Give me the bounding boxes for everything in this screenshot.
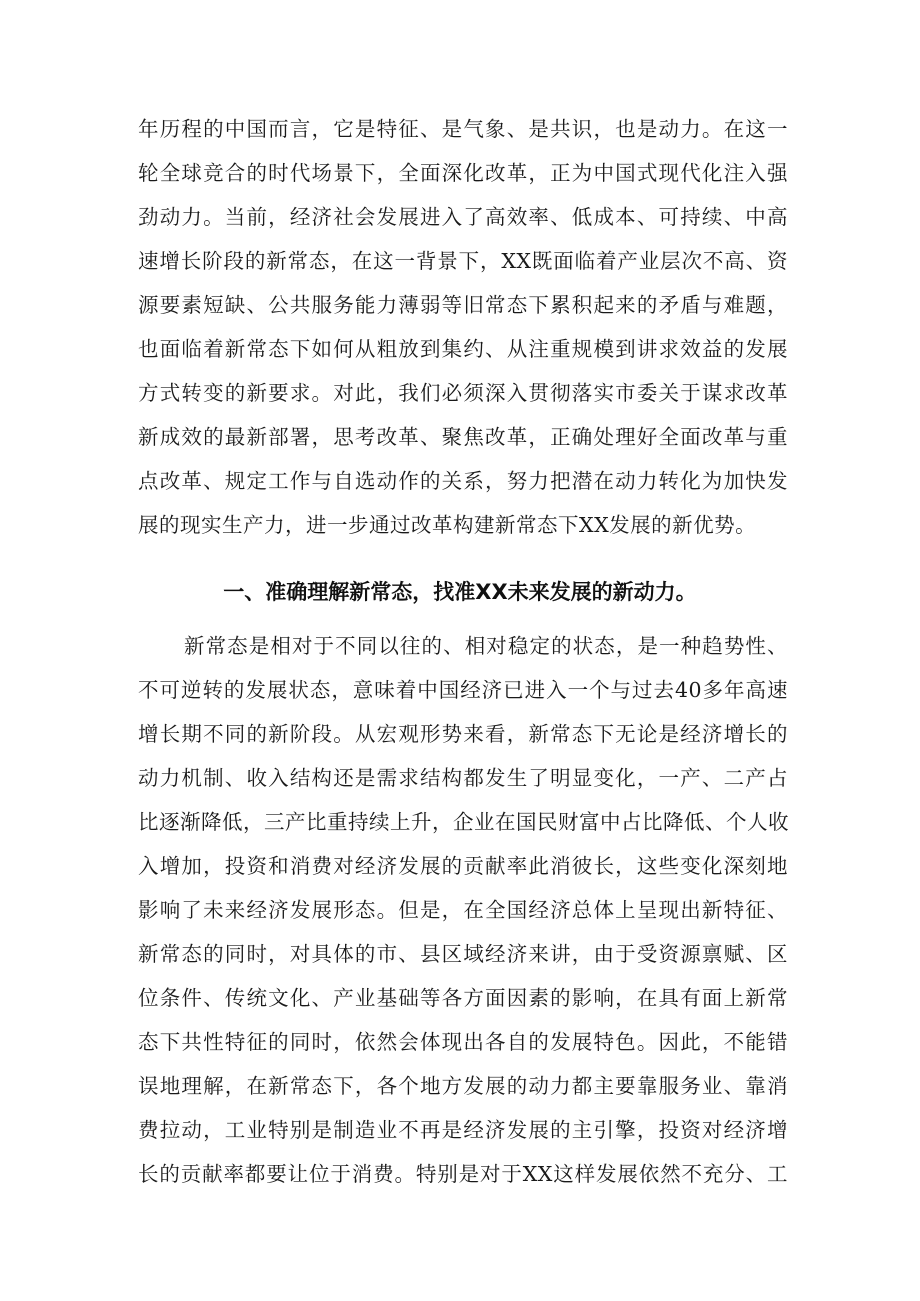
paragraph2-line-9: 位条件、传统文化、产业基础等各方面因素的影响，在具有面上新常 (138, 986, 788, 1010)
paragraph1-line-9: 点改革、规定工作与自选动作的关系，努力把潜在动力转化为加快发 (138, 469, 788, 493)
paragraph2-line-6: 入增加，投资和消费对经济发展的贡献率此消彼长，这些变化深刻地 (138, 854, 788, 878)
paragraph2-line-2: 不可逆转的发展状态，意味着中国经济已进入一个与过去40多年高速 (138, 678, 788, 702)
paragraph2-line-4: 动力机制、收入结构还是需求结构都发生了明显变化，一产、二产占 (138, 766, 788, 790)
paragraph1-line-7: 方式转变的新要求。对此，我们必须深入贯彻落实市委关于谋求改革 (138, 381, 788, 405)
paragraph2-line-3: 增长期不同的新阶段。从宏观形势来看，新常态下无论是经济增长的 (138, 722, 788, 746)
paragraph2-line-10: 态下共性特征的同时，依然会体现出各自的发展特色。因此，不能错 (138, 1030, 788, 1054)
paragraph1-line-10: 展的现实生产力，进一步通过改革构建新常态下XX发展的新优势。 (138, 513, 757, 537)
paragraph1-line-1: 年历程的中国而言，它是特征、是气象、是共识，也是动力。在这一 (138, 117, 788, 141)
paragraph1-line-4: 速增长阶段的新常态，在这一背景下，XX既面临着产业层次不高、资 (138, 249, 788, 273)
paragraph1-line-3: 劲动力。当前，经济社会发展进入了高效率、低成本、可持续、中高 (138, 205, 788, 229)
paragraph1-line-6: 也面临着新常态下如何从粗放到集约、从注重规模到讲求效益的发展 (138, 337, 788, 361)
paragraph1-line-5: 源要素短缺、公共服务能力薄弱等旧常态下累积起来的矛盾与难题， (138, 293, 788, 317)
paragraph2-line-8: 新常态的同时，对具体的市、县区域经济来讲，由于受资源禀赋、区 (138, 942, 788, 966)
paragraph1-line-2: 轮全球竞合的时代场景下，全面深化改革，正为中国式现代化注入强 (138, 161, 788, 185)
paragraph2-line-1: 新常态是相对于不同以往的、相对稳定的状态，是一种趋势性、 (184, 634, 788, 658)
paragraph2-line-11: 误地理解，在新常态下，各个地方发展的动力都主要靠服务业、靠消 (138, 1074, 788, 1098)
paragraph2-line-5: 比逐渐降低，三产比重持续上升，企业在国民财富中占比降低、个人收 (138, 810, 789, 834)
section-heading: 一、准确理解新常态，找准XX未来发展的新动力。 (223, 580, 697, 604)
paragraph2-line-12: 费拉动，工业特别是制造业不再是经济发展的主引擎，投资对经济增 (138, 1118, 788, 1142)
paragraph1-line-8: 新成效的最新部署，思考改革、聚焦改革，正确处理好全面改革与重 (138, 425, 788, 449)
paragraph2-line-13: 长的贡献率都要让位于消费。特别是对于XX这样发展依然不充分、工 (138, 1162, 788, 1186)
paragraph2-line-7: 影响了未来经济发展形态。但是，在全国经济总体上呈现出新特征、 (138, 898, 788, 922)
